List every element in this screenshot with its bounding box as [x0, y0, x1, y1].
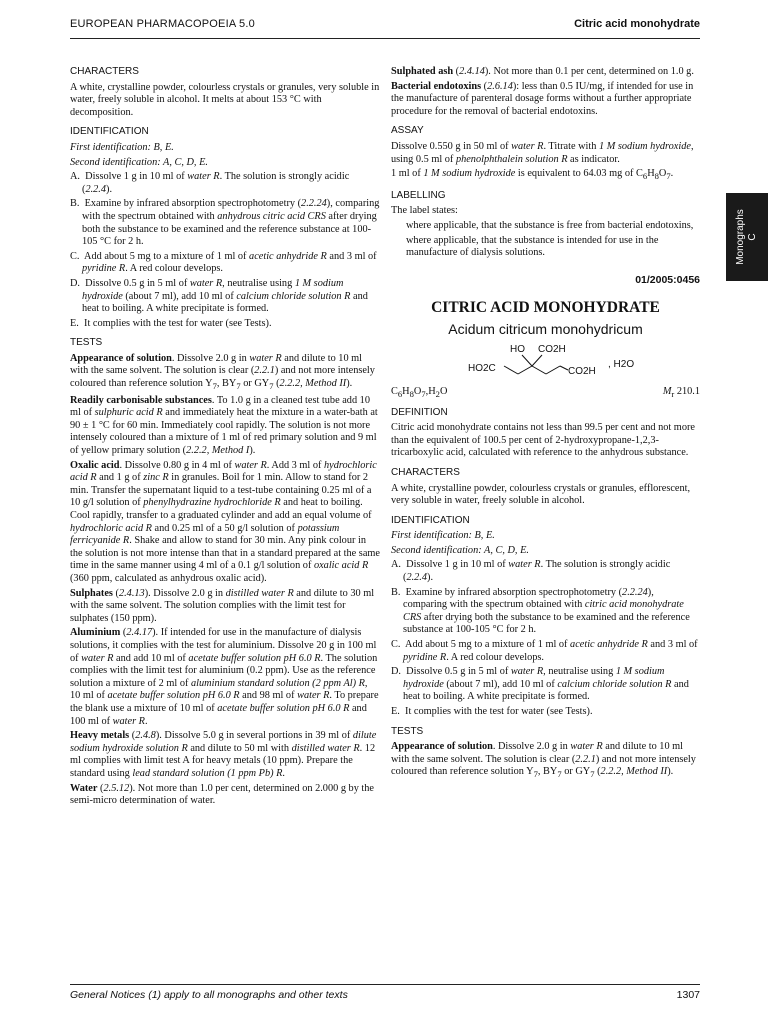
section-heading-tests-2: TESTS — [391, 725, 424, 737]
test-carbonisable: Readily carbonisable substances. To 1.0 g in a cleaned test tube add 10 ml of sulphuric acid R and immediately heat the mixture in a water-bath at 90 ± 1 °C for 60 min. Immediately cool rapidly. The solution is not more intensely coloured than a mixture of 1 ml of red primary solution and 9 ml of yellow primary solution (2.2.2, Method I). — [70, 394, 378, 457]
page-footer — [70, 984, 700, 1005]
id2-item-d: D. Dissolve 0.5 g in 5 ml of water R, neutralise using 1 M sodium hydroxide (about 7 ml), add 10 ml of calcium chloride solution R and heat to boiling. A white precipitate is formed. — [391, 666, 689, 703]
first-identification-2: First identification: B, E. — [391, 530, 495, 542]
test-oxalic-acid: Oxalic acid. Dissolve 0.80 g in 4 ml of water R. Add 3 ml of hydrochloric acid R and 1 g of zinc R in granules. Boil for 1 min. Allow to stand for 2 min. Transfer the supernatant liquid to a test-tube containing 0.25 ml of a 10 g/l solution of phenylhydrazine hydrochloride R and heat to boiling. Cool rapidly, transfer to a graduated cylinder and add an equal volume of hydrochloric acid R and 0.25 ml of a 50 g/l solution of potassium ferricyanide R. Shake and allow to stand for 30 min. Any pink colour in the solution is not more intense than that in a standard prepared at the same time in the same manner using 4 ml of a 0.1 g/l solution of oxalic acid R (360 ppm, calculated as anhydrous oxalic acid). — [70, 459, 380, 585]
struct-co2h-top-label: CO2H — [537, 343, 566, 355]
relative-molecular-mass: $M_r$ 210.1 — [662, 385, 700, 399]
section-heading-identification-2: IDENTIFICATION — [391, 514, 470, 526]
id2-item-c: C. Add about 5 mg to a mixture of 1 ml of acetic anhydride R and 3 ml of pyridine R. A red colour develops. — [391, 639, 698, 663]
test-appearance-2: Appearance of solution. Dissolve 2.0 g in water R and dilute to 10 ml with the same solvent. The solution is clear (2.2.1) and not more intensely coloured than reference solution $Y_7$, $BY_7$ or $GY_7$ (2.2.2, Method II). — [391, 741, 696, 780]
monograph-reference-code: 01/2005:0456 — [635, 273, 700, 286]
characters-text: A white, crystalline powder, colourless crystals or granules, very soluble in water, freely soluble in alcohol. It melts at about 153 °C with decomposition. — [70, 81, 380, 118]
id2-item-e: E. It complies with the test for water (see Tests). — [391, 706, 593, 718]
side-tab — [726, 193, 768, 281]
id-item-b: B. Examine by infrared absorption spectrophotometry (2.2.24), comparing with the spectrum obtained with anhydrous citric acid CRS after drying both the substance to be examined and the reference substance at 100-105 °C for 2 h. — [70, 198, 380, 248]
page-number: 1307 — [676, 989, 700, 1001]
id-item-a: A. Dissolve 1 g in 10 ml of water R. The solution is strongly acidic (2.2.4). — [70, 171, 350, 195]
struct-water-label: , H2O — [607, 358, 634, 370]
id-item-d: D. Dissolve 0.5 g in 5 ml of water R, neutralise using 1 M sodium hydroxide (about 7 ml), add 10 ml of calcium chloride solution R and heat to boiling. A white precipitate is formed. — [70, 277, 368, 315]
test-sulphated-ash: Sulphated ash (2.4.14). Not more than 0.1 per cent, determined on 1.0 g. — [391, 66, 694, 77]
label-item-dialysis: where applicable, that the substance is intended for use in the manufacture of dialysis solutions. — [406, 234, 659, 259]
label-intro: The label states: — [391, 205, 458, 217]
assay-equivalence: 1 ml of 1 M sodium hydroxide is equivalent to 64.03 mg of $C_6H_8O_7$. — [391, 168, 674, 182]
section-heading-identification: IDENTIFICATION — [70, 126, 149, 138]
footer-general-notices: General Notices (1) apply to all monographs and other texts — [70, 989, 348, 1001]
section-heading-characters: CHARACTERS — [70, 66, 139, 77]
structural-formula — [446, 342, 646, 382]
right-column — [391, 66, 700, 783]
struct-bonds — [504, 355, 568, 374]
second-identification: Second identification: A, C, D, E. — [70, 156, 208, 168]
test-heavy-metals: Heavy metals (2.4.8). Dissolve 5.0 g in several portions in 39 ml of dilute sodium hydroxide solution R and dilute to 50 ml with distilled water R. 12 ml complies with limit test A for heavy metals (10 ppm). Prepare the standard using lead standard solution (1 ppm Pb) R. — [70, 730, 377, 779]
test-bacterial-endotoxins: Bacterial endotoxins (2.6.14): less than 0.5 IU/mg, if intended for use in the manufacture of parenteral dosage forms without a further appropriate procedure for the removal of bacterial endotoxins. — [391, 80, 694, 117]
test-appearance: Appearance of solution. Dissolve 2.0 g in water R and dilute to 10 ml with the same solvent. The solution is clear (2.2.1) and not more intensely coloured than reference solution $Y_7$, $BY_7$ or $GY_7$ (2.2.2, Method II). — [70, 352, 375, 392]
page-header — [70, 18, 700, 39]
header-pharmacopoeia: EUROPEAN PHARMACOPOEIA 5.0 — [70, 18, 255, 30]
test-sulphates: Sulphates (2.4.13). Dissolve 2.0 g in distilled water R and dilute to 30 ml with the same solvent. The solution complies with the limit test for sulphates (150 ppm). — [70, 587, 375, 624]
side-tab-label: Monographs C — [735, 209, 758, 265]
struct-co2h-right-label: CO2H — [567, 365, 596, 377]
definition-text: Citric acid monohydrate contains not less than 99.5 per cent and not more than the equivalent of 100.5 per cent of 2-hydroxypropane-1,2,3-tricarboxylic acid, calculated with reference to the anhydrous substance. — [391, 422, 695, 459]
test-aluminium: Aluminium (2.4.17). If intended for use in the manufacture of dialysis solutions, it complies with the test for aluminium. Dissolve 20 g in 100 ml of water R and add 10 ml of acetate buffer solution pH 6.0 R. The solution complies with the limit test for aluminium (0.2 ppm). Use as the reference solution a mixture of 2 ml of aluminium standard solution (2 ppm Al) R, 10 ml of acetate buffer solution pH 6.0 R and 98 ml of water R. To prepare the blank use a mixture of 10 ml of acetate buffer solution pH 6.0 R and 100 ml of water R. — [70, 627, 379, 727]
struct-ho2c-label: HO2C — [467, 362, 496, 374]
label-item-endotoxins: where applicable, that the substance is free from bacterial endotoxins, — [406, 219, 694, 231]
id-item-e: E. It complies with the test for water (see Tests). — [70, 317, 272, 329]
id2-item-b: B. Examine by infrared absorption spectrophotometry (2.2.24), comparing with the spectrum obtained with citric acid monohydrate CRS after drying both the substance to be examined and the reference substance at 100-105 °C for 2 h. — [391, 586, 690, 636]
left-column — [70, 66, 380, 810]
section-heading-characters-2: CHARACTERS — [391, 466, 460, 478]
monograph-latin-name: Acidum citricum monohydricum — [448, 320, 643, 337]
formula-row — [391, 386, 700, 400]
id-item-c: C. Add about 5 mg to a mixture of 1 ml of acetic anhydride R and 3 ml of pyridine R. A red colour develops. — [70, 250, 377, 275]
second-identification-2: Second identification: A, C, D, E. — [391, 544, 529, 556]
test-water: Water (2.5.12). Not more than 1.0 per cent, determined on 2.000 g by the semi-micro determination of water. — [70, 782, 374, 807]
id2-item-a: A. Dissolve 1 g in 10 ml of water R. The solution is strongly acidic (2.2.4). — [391, 559, 671, 584]
struct-ho-label: HO — [509, 343, 525, 355]
section-heading-labelling: LABELLING — [391, 189, 446, 201]
section-heading-definition: DEFINITION — [391, 406, 448, 418]
section-heading-assay: ASSAY — [391, 125, 424, 137]
section-heading-tests: TESTS — [70, 337, 103, 349]
characters-text-2: A white, crystalline powder, colourless crystals or granules, efflorescent, very soluble in water, freely soluble in alcohol. — [391, 482, 691, 507]
assay-text: Dissolve 0.550 g in 50 ml of water R. Titrate with 1 M sodium hydroxide, using 0.5 ml of phenolphthalein solution R as indicator. — [391, 140, 694, 165]
monograph-title: CITRIC ACID MONOHYDRATE — [431, 299, 660, 317]
header-monograph-title: Citric acid monohydrate — [574, 18, 700, 30]
first-identification: First identification: B, E. — [70, 141, 174, 153]
molecular-formula: $C_6H_8O_7,H_2O$ — [391, 385, 448, 399]
